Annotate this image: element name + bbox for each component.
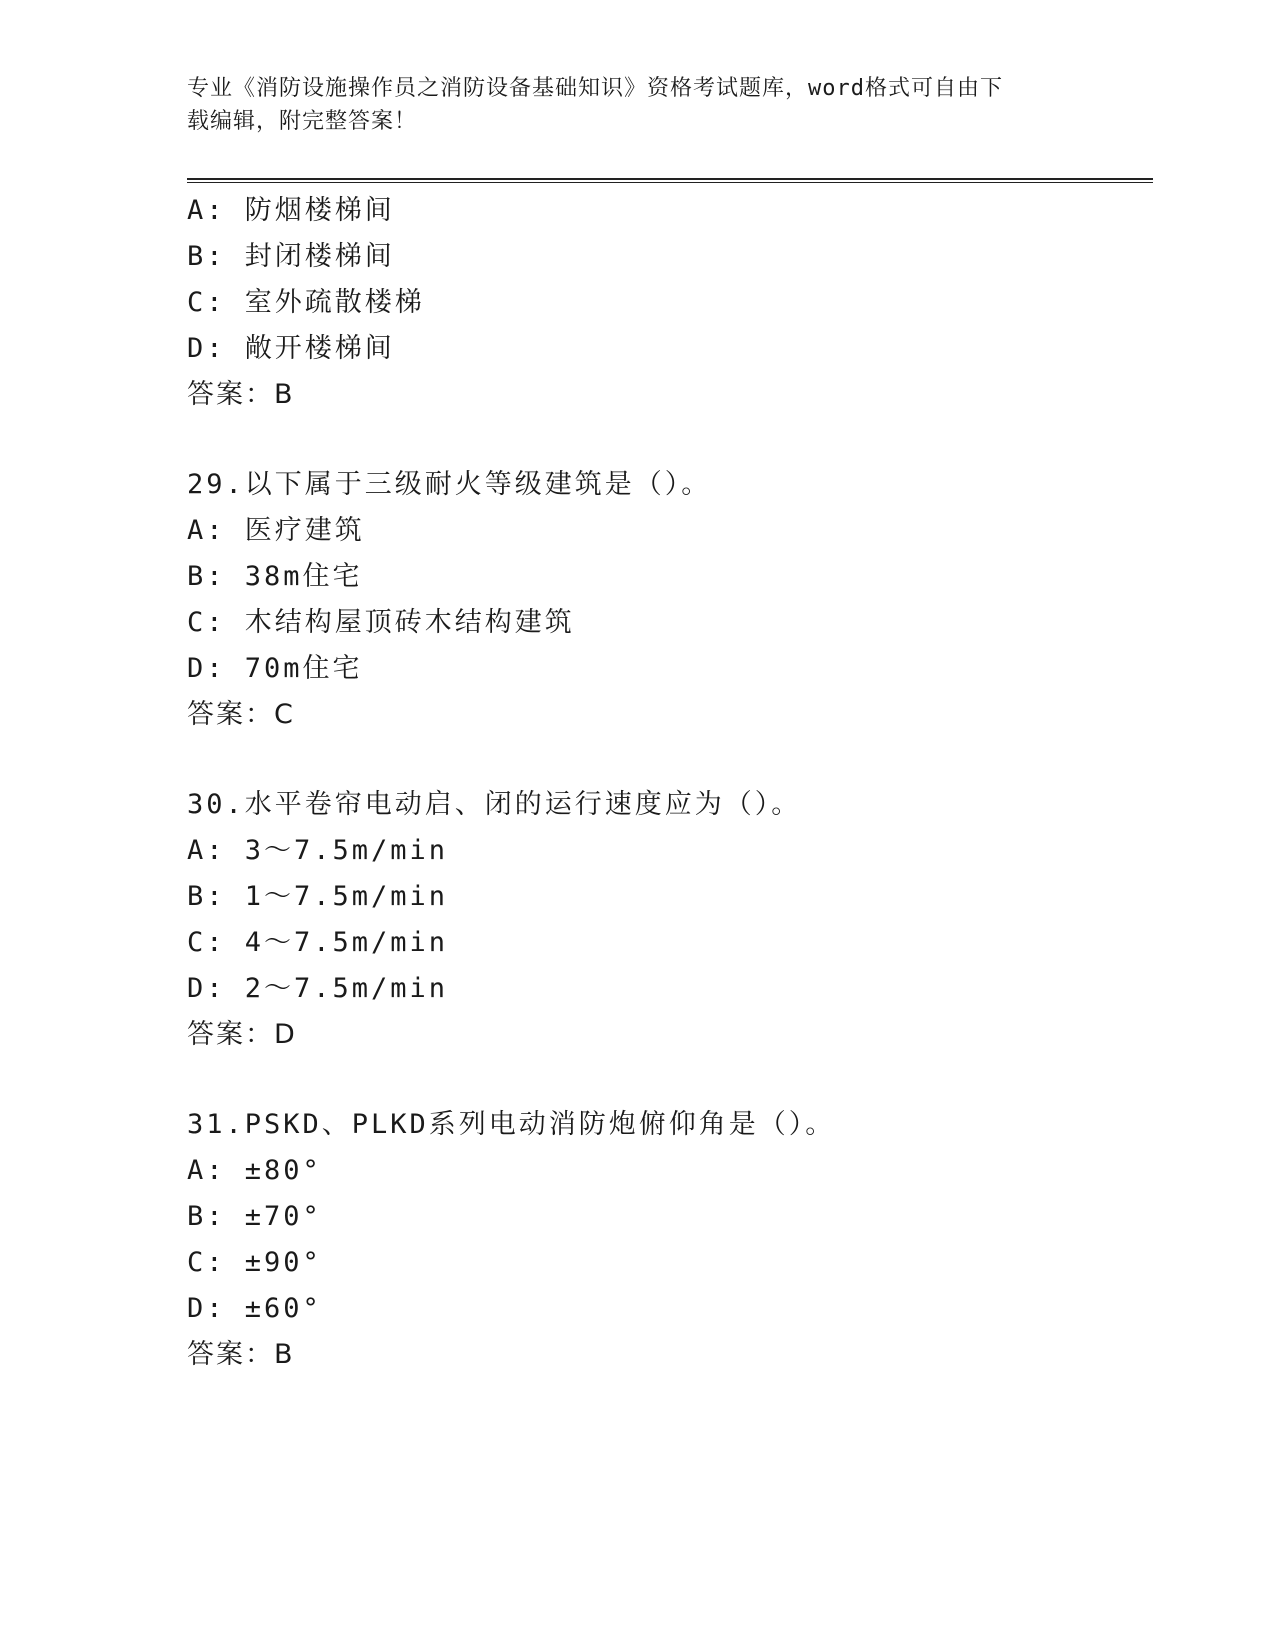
header-line-2: 载编辑，附完整答案！ [187, 109, 418, 134]
document-header [187, 72, 1067, 138]
block-spacer [187, 737, 1153, 782]
answer-line: 答案：C [187, 699, 295, 730]
option-c: C: 木结构屋顶砖木结构建筑 [187, 607, 575, 638]
option-b: B: 封闭楼梯间 [187, 241, 395, 272]
option-d: D: ±60° [187, 1293, 322, 1324]
option-c: C: 室外疏散楼梯 [187, 287, 425, 318]
question-block-30 [187, 782, 1153, 1057]
answer-line: 答案：B [187, 379, 295, 410]
answer-line: 答案：B [187, 1339, 295, 1370]
option-a: A: 医疗建筑 [187, 515, 365, 546]
header-divider-thin [187, 182, 1153, 183]
option-d: D: 70m住宅 [187, 653, 363, 684]
question-block-31 [187, 1102, 1153, 1377]
question-text: 29.以下属于三级耐火等级建筑是（）。 [187, 469, 712, 500]
question-block-28 [187, 188, 1153, 417]
answer-line: 答案：D [187, 1019, 297, 1050]
option-b: B: 1～7.5m/min [187, 881, 449, 912]
question-text: 30.水平卷帘电动启、闭的运行速度应为（）。 [187, 789, 802, 820]
option-c: C: 4～7.5m/min [187, 927, 449, 958]
header-divider [187, 178, 1153, 180]
block-spacer [187, 1057, 1153, 1102]
option-c: C: ±90° [187, 1247, 322, 1278]
question-block-29 [187, 462, 1153, 737]
option-a: A: 3～7.5m/min [187, 835, 449, 866]
option-b: B: ±70° [187, 1201, 322, 1232]
option-d: D: 2～7.5m/min [187, 973, 449, 1004]
question-list [187, 188, 1153, 1377]
option-a: A: 防烟楼梯间 [187, 195, 395, 226]
option-b: B: 38m住宅 [187, 561, 363, 592]
block-spacer [187, 417, 1153, 462]
option-a: A: ±80° [187, 1155, 322, 1186]
header-line-1: 专业《消防设施操作员之消防设备基础知识》资格考试题库，word格式可自由下 [187, 76, 1003, 101]
option-d: D: 敞开楼梯间 [187, 333, 395, 364]
question-text: 31.PSKD、PLKD系列电动消防炮俯仰角是（）。 [187, 1109, 836, 1140]
